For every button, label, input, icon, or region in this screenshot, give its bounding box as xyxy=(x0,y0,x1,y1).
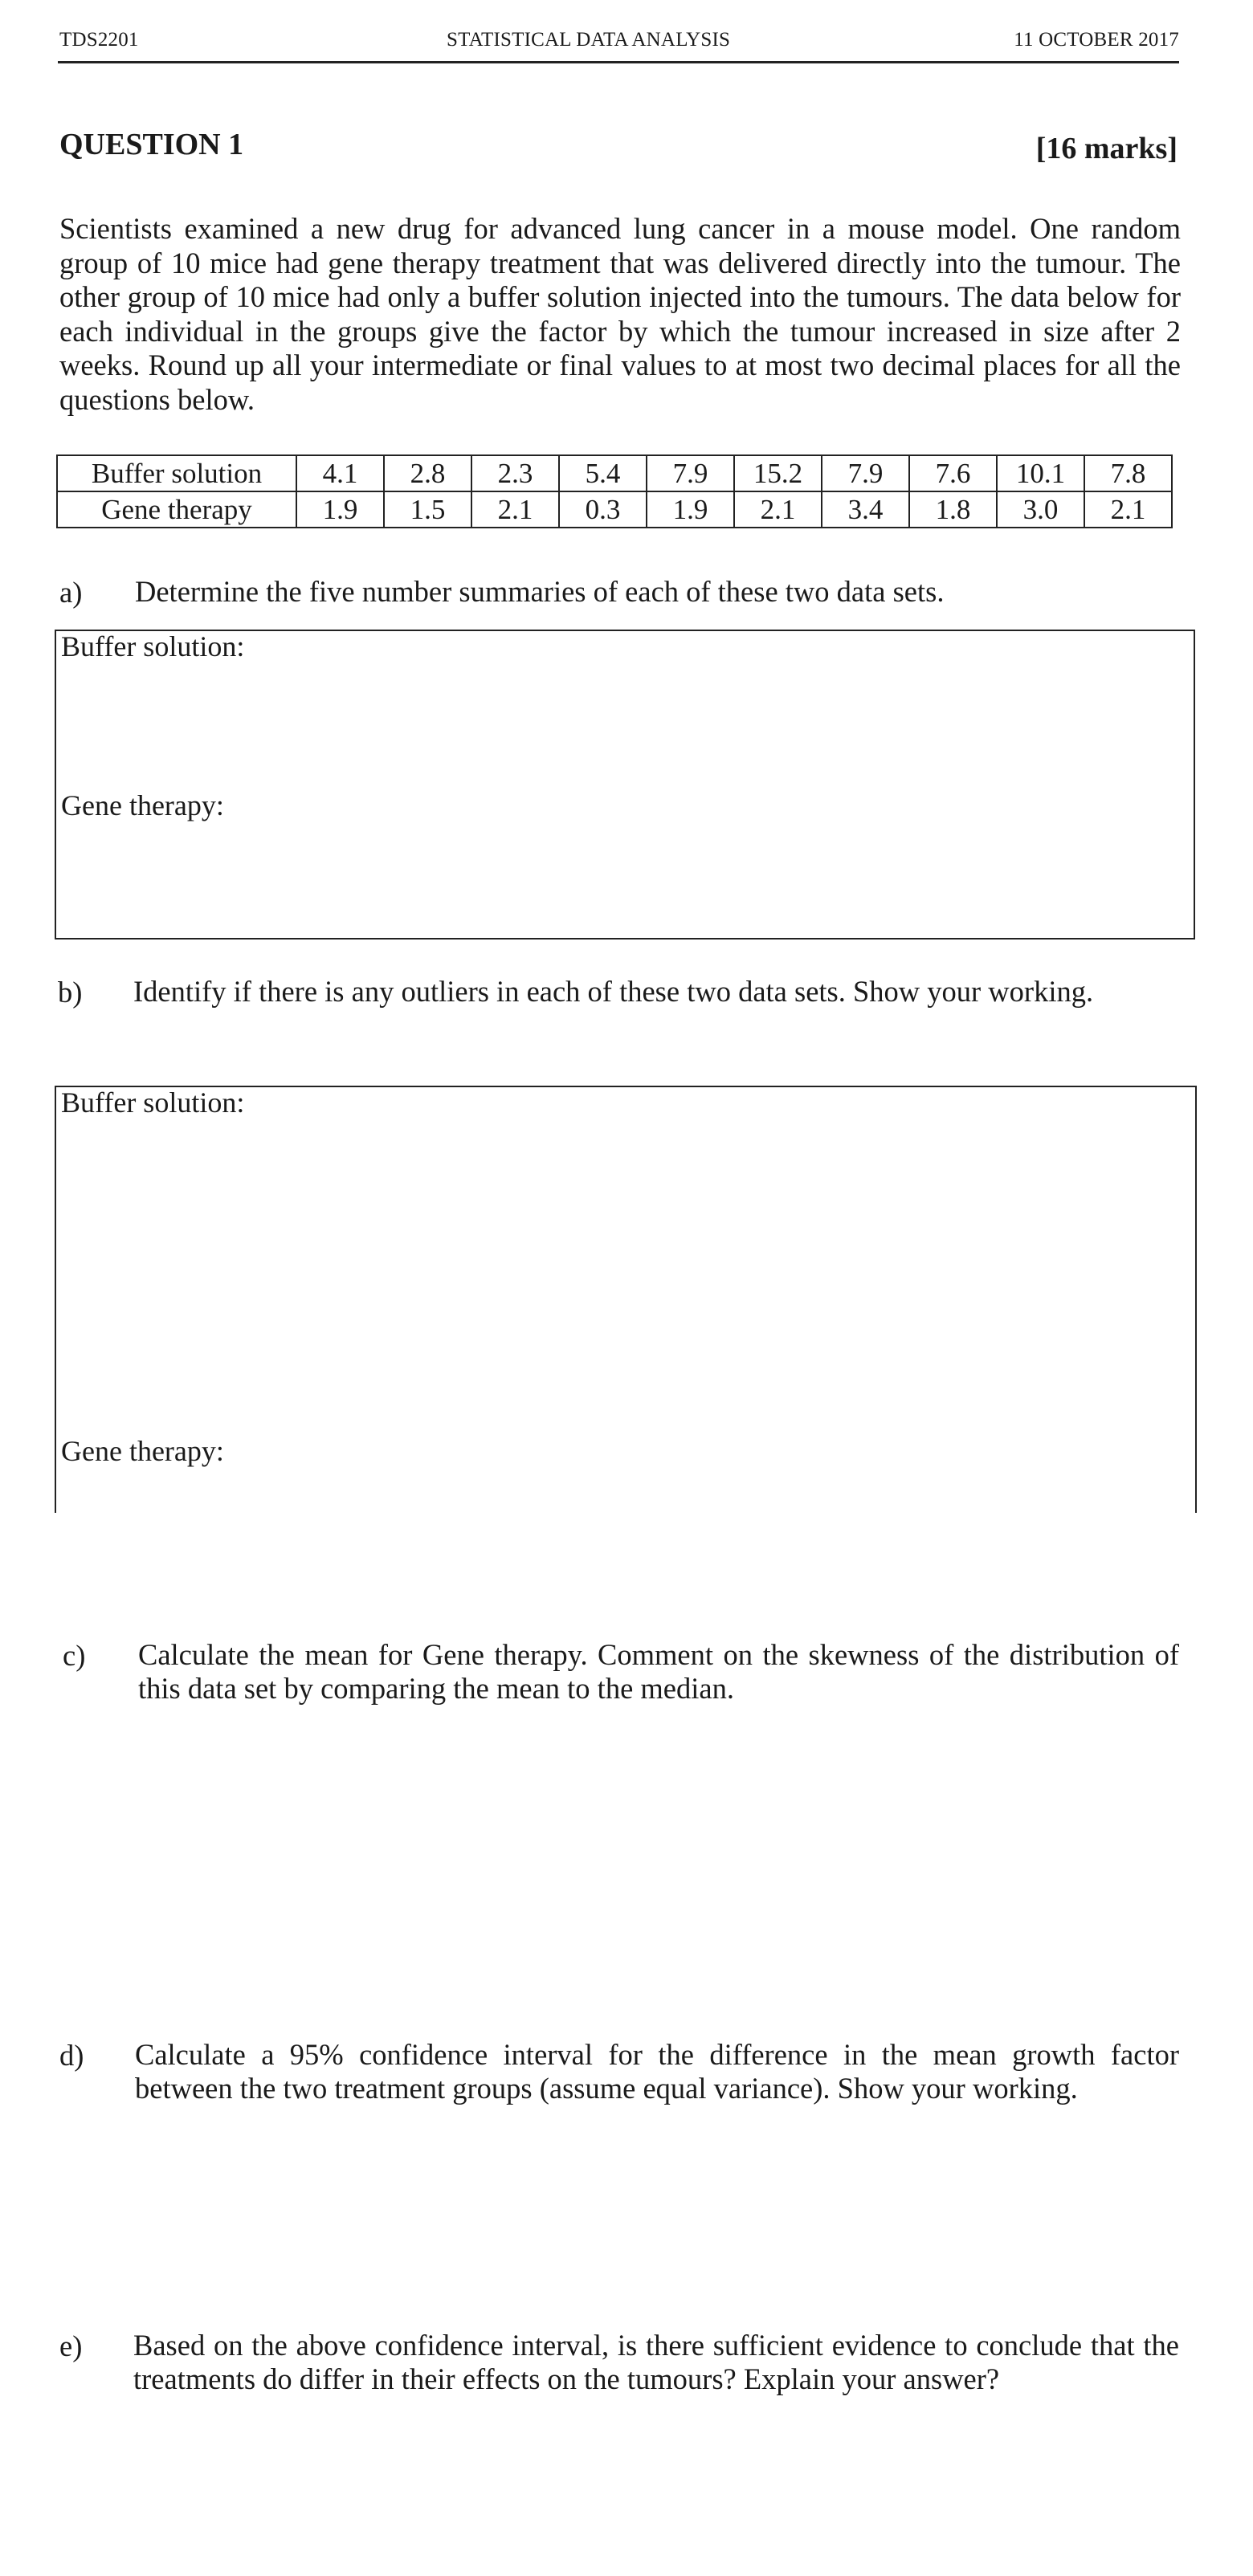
part-d-letter: d) xyxy=(59,2039,84,2072)
table-cell: 15.2 xyxy=(734,455,822,491)
table-cell: 1.9 xyxy=(296,491,384,528)
course-title: STATISTICAL DATA ANALYSIS xyxy=(447,29,731,51)
table-cell: 3.0 xyxy=(997,491,1084,528)
part-d-text: Calculate a 95% confidence interval for the difference in the mean growth factor between the two treatment groups (assume equal variance). Show your working. xyxy=(135,2038,1179,2105)
course-code: TDS2201 xyxy=(59,29,139,51)
exam-date: 11 OCTOBER 2017 xyxy=(1014,29,1179,51)
table-cell: 2.1 xyxy=(734,491,822,528)
part-a-buffer-label: Buffer solution: xyxy=(61,630,245,662)
table-row-gene xyxy=(57,491,1172,528)
table-cell: 1.9 xyxy=(647,491,734,528)
question-title: QUESTION 1 xyxy=(59,128,244,161)
table-cell: 7.9 xyxy=(647,455,734,491)
question-marks: [16 marks] xyxy=(1035,132,1177,165)
part-b-gene-label: Gene therapy: xyxy=(61,1435,224,1467)
table-row-buffer xyxy=(57,455,1172,491)
table-cell: 7.6 xyxy=(909,455,997,491)
table-cell: 4.1 xyxy=(296,455,384,491)
row-label: Gene therapy xyxy=(57,491,296,528)
table-cell: 2.1 xyxy=(471,491,559,528)
part-b-answer-box[interactable] xyxy=(55,1086,1198,1513)
part-b-buffer-label: Buffer solution: xyxy=(61,1086,245,1119)
header-rule xyxy=(58,61,1179,63)
part-c-text: Calculate the mean for Gene therapy. Comment on the skewness of the distribution of this data set by comparing the mean to the median. xyxy=(138,1638,1179,1705)
table-cell: 2.3 xyxy=(471,455,559,491)
table-cell: 5.4 xyxy=(559,455,647,491)
part-a-answer-box[interactable] xyxy=(55,630,1195,940)
table-cell: 3.4 xyxy=(822,491,909,528)
part-c-letter: c) xyxy=(63,1639,86,1672)
part-b-text: Identify if there is any outliers in each of these two data sets. Show your working. xyxy=(133,975,1094,1008)
table-cell: 10.1 xyxy=(997,455,1084,491)
part-a-gene-label: Gene therapy: xyxy=(61,789,224,821)
table-cell: 7.9 xyxy=(822,455,909,491)
part-a-letter: a) xyxy=(59,576,83,609)
table-cell: 0.3 xyxy=(559,491,647,528)
table-cell: 1.8 xyxy=(909,491,997,528)
row-label: Buffer solution xyxy=(57,455,296,491)
table-cell: 1.5 xyxy=(384,491,471,528)
part-a-text: Determine the five number summaries of each of these two data sets. xyxy=(135,575,945,608)
part-e-text: Based on the above confidence interval, is there sufficient evidence to conclude that the treatments do differ in their effects on the tumours? Explain your answer? xyxy=(133,2329,1179,2395)
part-e-letter: e) xyxy=(59,2329,83,2362)
question-intro: Scientists examined a new drug for advanced lung cancer in a mouse model. One random group of 10 mice had gene therapy treatment that was delivered directly into the tumour. The other group of 10 mice had only a buffer solution injected into the tumours. The data below for each individual in the groups give the factor by which the tumour increased in size after 2 weeks. Round up all your intermediate or final values to at most two decimal places for all the questions below. xyxy=(59,212,1181,416)
part-b-letter: b) xyxy=(58,976,83,1009)
table-cell: 7.8 xyxy=(1084,455,1172,491)
table-cell: 2.1 xyxy=(1084,491,1172,528)
data-table xyxy=(56,454,1173,528)
table-cell: 2.8 xyxy=(384,455,471,491)
